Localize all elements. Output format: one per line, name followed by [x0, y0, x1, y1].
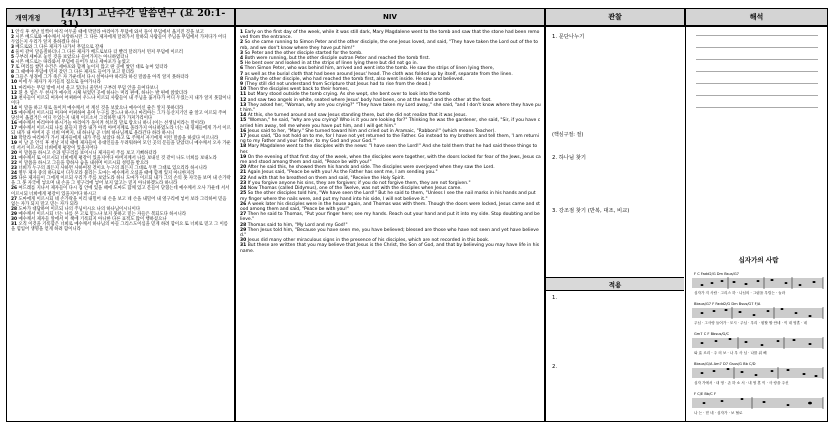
verse-text: Finally the other disciple, who had reached the tomb first, also went inside. He saw and believed. — [244, 76, 464, 82]
verse-number: 16 — [240, 128, 247, 134]
verse-number: 13 — [11, 95, 18, 101]
verse-text: Thomas said to him, "My Lord and my God!" — [247, 222, 348, 228]
verse-text: And with that he breathed on them and said, "Receive the Holy Spirit. — [247, 175, 406, 181]
verse-number: 16 — [11, 120, 18, 126]
verse — [11, 176, 231, 186]
verse-number: 1 — [11, 30, 15, 35]
lyric-line-3: 와 효 르리 · 주 의 보 · 나 우 사 님 · 나를 위 해 — [694, 351, 767, 355]
verse-text: If you forgive anyone his sins, they are forgiven; if you do not forgive them, they are not forgiven." — [247, 180, 471, 186]
verse-text: 오직 이것을 기록함은 너희로 예수께서 하나님의 아들 그리스도이심을 믿게 하려 함이요 또 너희로 믿고 그 이름을 힘입어 생명을 얻게 하려 함이니라 — [11, 221, 228, 232]
verse-text: 시몬 베드로는 따라와서 무덤에 들어가 보니 세마포가 놓였고 — [15, 60, 130, 66]
verse-text: Jesus said, "Do not hold on to me, for I have not yet returned to the Father. Go instead to my brothers and tell them, 'I am returning to my Father and your Father, to my God and your God.'" — [240, 134, 540, 145]
verse-number: 25 — [11, 176, 18, 182]
verse — [240, 155, 541, 165]
sheet-music — [688, 255, 825, 419]
verse-number: 27 — [240, 212, 247, 218]
verse-text: 예수께서 이르시되 여자여 어찌하여 울며 누구를 찾느냐 하시니 마리아는 그가 동산지기인 줄 알고 이르되 주여 당신이 옮겼거든 어디 두었는지 내게 이르소서 그리하면 내가 가져가리이다 — [11, 110, 227, 121]
obs-item-paragraph-division: 1. 문단나누기 — [552, 34, 585, 40]
verse-text: Then Jesus told him, "Because you have seen me, you have believed; blessed are those who have not seen and yet have believed." — [240, 227, 539, 238]
verse-number: 30 — [11, 216, 18, 222]
verse — [240, 134, 541, 144]
verse-text: Both were running, but the other disciple outran Peter and reached the tomb first. — [244, 56, 430, 62]
verse — [11, 35, 231, 45]
verse-text: 이 날 곧 안식 후 첫날 저녁 때에 제자들이 유대인들을 두려워하여 모인 곳의 문들을 닫았더니 예수께서 오사 가운데 서서 이르시되 너희에게 평강이 있을지어다 — [11, 141, 231, 152]
verse-number: 23 — [11, 166, 18, 172]
verse-number: 28 — [11, 206, 18, 212]
verse-text: 예수께서 또 이르시되 너희에게 평강이 있을지어다 아버지께서 나를 보내신 것 같이 나도 너희를 보내노라 — [18, 156, 217, 162]
observation-header: 관찰 — [545, 8, 685, 26]
verse-text: Now Thomas (called Didymus), one of the Twelve, was not with the disciples when Jesus came. — [247, 186, 462, 192]
version-label: 개역개정 — [15, 13, 41, 22]
verse-number: 25 — [240, 191, 247, 197]
verse-text: They asked her, "Woman, why are you crying?" "They have taken my Lord away," she said, "and I don't know where they have put him." — [240, 102, 541, 114]
verse-text: A week later his disciples were in the house again, and Thomas was with them. Though the doors were locked, Jesus came and stood among them and said, "Peace be with you!" — [240, 201, 540, 212]
verse-text: 도마에게 이르시되 네 손가락을 이리 내밀어 내 손을 보고 네 손을 내밀어 내 옆구리에 넣어 보라 그리하여 믿음 없는 자가 되지 말고 믿는 자가 되라 — [11, 196, 227, 207]
verse-number: 31 — [11, 221, 18, 227]
verse-number: 22 — [11, 161, 18, 167]
verse-number: 9 — [240, 82, 244, 88]
verse-number: 20 — [240, 165, 247, 171]
verse-number: 14 — [11, 105, 18, 111]
verse — [11, 96, 231, 106]
verse-number: 29 — [240, 227, 247, 233]
verse-text: 이 말을 하고 뒤로 돌이켜 예수께서 서 계신 것을 보았으나 예수이신 줄은 알지 못하더라 — [18, 105, 184, 111]
writing-line — [696, 47, 818, 48]
verse-text: 안식 후 첫날 일찍이 아직 어두울 때에 막달라 마리아가 무덤에 와서 돌이 무덤에서 옮겨진 것을 보고 — [15, 30, 204, 35]
verse-number: 4 — [11, 50, 15, 56]
korean-header — [6, 7, 235, 30]
verse — [240, 191, 541, 201]
verse-number: 22 — [240, 175, 247, 181]
verse-text: Mary Magdalene went to the disciples with the news: "I have seen the Lord!" And she told them that he had said these things to her. — [240, 144, 538, 155]
chord-line-1: F C Fadd2/G Dm Bsus/G7 — [694, 272, 739, 276]
writing-line — [696, 59, 818, 60]
verse-number: 24 — [11, 171, 18, 177]
song-title: 십자가의 사람 — [738, 256, 779, 264]
verse — [11, 222, 231, 232]
niv-verse-list — [240, 30, 541, 254]
verse-text: 시몬 베드로와 예수께서 사랑하시던 그 다른 제자에게 달려가서 말하되 사람들이 주님을 무덤에서 가져다가 어디 두었는지 우리가 알지 못하겠다 하니 — [11, 35, 227, 46]
verse-text: Jesus did many other miraculous signs in the presence of his disciples, which are not recorded in this book. — [247, 238, 490, 244]
verse-number: 21 — [11, 156, 18, 162]
writing-line — [696, 107, 818, 108]
verse — [240, 243, 541, 253]
verse — [240, 30, 541, 40]
verse-text: 둘이 같이 달음질하더니 그 다른 제자가 베드로보다 더 빨리 달려가서 먼저 무덤에 이르러 — [15, 50, 184, 56]
verse-number: 26 — [240, 201, 247, 207]
verse-text: as well as the burial cloth that had been around Jesus' head. The cloth was folded up by itself, separate from the linen. — [244, 71, 513, 77]
chord-line-5: F C/E Bb/C F — [694, 392, 717, 396]
verse — [11, 141, 231, 151]
verse-text: Then the disciples went back to their homes, — [247, 87, 350, 93]
verse-number: 18 — [11, 135, 18, 141]
apply-item-1: 1. — [552, 295, 558, 301]
verse-text: 예수께서 이르시되 나를 붙들지 말라 내가 아직 아버지께로 올라가지 아니하였노라 너는 내 형제들에게 가서 이르되 내가 내 아버지 곧 너희 아버지, 내 하나님 곧 너희 하나님께로 올라간다 하라 하시니 — [11, 125, 231, 136]
verse-number: 27 — [11, 196, 18, 202]
music-staves — [688, 267, 825, 422]
verse-text: So Peter and the other disciple started for the tomb. — [244, 50, 363, 56]
verse-number: 8 — [11, 70, 15, 76]
verse-text: So she came running to Simon Peter and the other disciple, the one Jesus loved, and said, "They have taken the Lord out of the tomb, and we don't know where they have put him!" — [240, 40, 539, 51]
verse-number: 15 — [11, 110, 18, 116]
verse-text: 마리아는 무덤 밖에 서서 울고 있더니 울면서 구부려 무덤 안을 들여다보니 — [18, 85, 159, 91]
verse — [240, 212, 541, 222]
niv-text-column — [235, 26, 545, 422]
verse-number: 20 — [11, 151, 18, 157]
verse-number: 26 — [11, 186, 18, 192]
verse-text: (They still did not understand from Scripture that Jesus had to rise from the dead.) — [244, 82, 431, 88]
lyric-line-5: 나 는 · 믿 네 · 십자가 · 보 혈로 — [694, 411, 743, 415]
verse-number: 12 — [11, 90, 18, 96]
writing-line — [696, 35, 818, 36]
verse-number: 12 — [240, 97, 247, 103]
verse-text: So the other disciples told him, "We have seen the Lord!" But he said to them, "Unless I see the nail marks in his hands and put my finger where the nails were, and put my hand into his side, I will not believe it." — [240, 191, 536, 202]
verse-text: 열두 제자 중의 하나로서 디두모라 불리는 도마는 예수께서 오셨을 때에 함께 있지 아니한지라 — [18, 171, 195, 177]
verse-text: Early on the first day of the week, while it was still dark, Mary Magdalene went to the tomb and saw that the stone had been removed from the entrance. — [240, 30, 540, 41]
verse-text: "Woman," he said, "why are you crying? Who is it you are looking for?" Thinking he was the gardener, she said, "Sir, if you have carried him away, tell me where you have put him, and I will get him." — [240, 118, 541, 129]
interpretation-column — [685, 26, 828, 422]
verse-number: 2 — [11, 35, 15, 41]
verse-number: 23 — [240, 180, 247, 186]
verse-number: 9 — [11, 75, 15, 81]
page-title: [4/13] 고난주간 말씀연구 (요 20:1-31) — [60, 7, 226, 30]
verse-text: At this, she turned around and saw Jesus standing there, but she did not realize that it was Jesus. — [247, 113, 467, 119]
verse-number: 1 — [240, 30, 244, 35]
interpretation-header: 해석 — [685, 8, 828, 26]
verse-number: 3 — [240, 50, 244, 56]
writing-line — [696, 71, 818, 72]
verse-number: 28 — [240, 222, 247, 228]
verse-number: 19 — [11, 141, 18, 147]
verse-text: On the evening of that first day of the week, when the disciples were together, with the doors locked for fear of the Jews, Jesus came and stood among them and said, "Peace be with you!" — [240, 154, 541, 166]
verse-text: 구부려 세마포 놓인 것을 보았으나 들어가지는 아니하였더니 — [15, 55, 129, 61]
verse-text: 다른 제자들이 그에게 이르되 우리가 주를 보았노라 하니 도마가 이르되 내가 그의 손의 못 자국을 보며 내 손가락을 그 못 자국에 넣으며 내 손을 그 옆구리에 넣어 보지 않고는 믿지 아니하겠노라 하니라 — [11, 176, 231, 187]
verse-text: 예수께서 이르시되 너는 나를 본 고로 믿느냐 보지 못하고 믿는 자들은 복되도다 하시니라 — [18, 211, 187, 217]
chord-line-4: Bbsus/G/A Am7 D7 Gsus/G Bb C/D — [694, 362, 756, 366]
verse-number: 5 — [11, 55, 15, 61]
verse-text: 그 때에야 무덤에 먼저 갔던 그 다른 제자도 들어가 보고 믿더라 — [15, 70, 135, 76]
verse-text: 여드레를 지나서 제자들이 다시 집 안에 있을 때에 도마도 함께 있고 문들이 닫혔는데 예수께서 오사 가운데 서서 이르시되 너희에게 평강이 있을지어다 하시고 — [11, 186, 230, 197]
verse-text: 도마가 대답하여 이르되 나의 주님이시요 나의 하나님이시니이다 — [18, 206, 141, 212]
verse-text: 너희가 누구의 죄든지 사하면 사하여질 것이요 누구의 죄든지 그대로 두면 그대로 있으리라 하시니라 — [18, 166, 208, 172]
verse-number: 10 — [240, 87, 247, 93]
verse — [240, 202, 541, 212]
verse-text: 막달라 마리아가 가서 제자들에게 내가 주를 보았다 하고 또 주께서 자기에게 이런 말씀을 하셨다 이르니라 — [18, 135, 219, 141]
verse — [11, 126, 231, 136]
chord-line-3: Gm7 C F Bbsus/G/C — [694, 332, 730, 336]
verse-number: 5 — [240, 61, 244, 67]
verse — [240, 103, 541, 113]
verse-number: 15 — [240, 118, 247, 124]
apply-header: 적용 — [546, 277, 684, 291]
verse-number: 18 — [240, 144, 247, 150]
verse-text: He bent over and looked in at the strips of linen lying there but did not go in. — [244, 61, 419, 67]
verse-text: 흰 옷 입은 두 천사가 예수의 시체 뉘었던 곳에 하나는 머리 편에, 하나는 발 편에 앉았더라 — [18, 90, 188, 96]
korean-text-column — [6, 26, 235, 422]
obs-key-verse-note: (핵심구절: 절) — [552, 132, 584, 138]
verse-number: 4 — [240, 56, 244, 62]
verse-text: 예수께서 제자들 앞에서 이 책에 기록되지 아니한 다른 표적도 많이 행하셨으나 — [18, 216, 167, 222]
obs-item-emphasis: 3. 강조점 찾기 (반복, 대조, 비교) — [552, 208, 630, 214]
verse-text: 이에 두 제자가 자기들의 집으로 돌아가니라 — [18, 80, 101, 86]
verse-number: 30 — [240, 238, 247, 244]
verse-number: 21 — [240, 170, 247, 176]
verse-text: 천사들이 이르되 여자여 어찌하여 우느냐 이르되 사람들이 내 주님을 옮겨다가 어디 두었는지 내가 알지 못함이니이다 — [11, 95, 231, 106]
verse-text: 또 머리를 쌌던 수건은 세마포와 함께 놓이지 않고 딴 곳에 쌌던 대로 놓여 있더라 — [15, 65, 168, 71]
verse-number: 24 — [240, 186, 247, 192]
observation-column — [545, 26, 685, 422]
verse-text: 이 말씀을 하시고 그들을 향하사 숨을 내쉬며 이르시되 성령을 받으라 — [18, 161, 149, 167]
verse-number: 13 — [240, 102, 247, 108]
verse — [240, 228, 541, 238]
verse-number: 14 — [240, 113, 247, 119]
chord-line-2: Bbsus/G7 F Fadd2/G Dm Bsus/G7 F/A — [694, 302, 761, 306]
verse — [11, 197, 231, 207]
niv-header: NIV — [235, 8, 545, 26]
verse-number: 2 — [240, 40, 244, 46]
writing-line — [696, 83, 818, 84]
korean-verse-list — [11, 30, 231, 232]
writing-line — [696, 95, 818, 96]
verse-number: 29 — [11, 211, 18, 217]
verse-text: 이 말씀을 하시고 손과 옆구리를 보이시니 제자들이 주를 보고 기뻐하더라 — [18, 151, 157, 157]
obs-item-find-god: 2. 하나님 찾기 — [552, 155, 587, 161]
verse-number: 31 — [240, 243, 247, 249]
verse — [11, 111, 231, 121]
verse-text: Then Simon Peter, who was behind him, arrived and went into the tomb. He saw the strips of linen lying there, — [244, 66, 494, 72]
verse-number: 17 — [11, 125, 18, 131]
verse-number: 6 — [11, 60, 15, 66]
verse-number: 7 — [11, 65, 15, 71]
verse-text: Again Jesus said, "Peace be with you! As the Father has sent me, I am sending you." — [247, 170, 438, 176]
verse-text: but Mary stood outside the tomb crying. As she wept, she bent over to look into the tomb — [247, 92, 450, 98]
verse-number: 11 — [240, 92, 247, 98]
verse-text: But these are written that you may believe that Jesus is the Christ, the Son of God, and that by believing you may have life in his name. — [240, 243, 540, 254]
verse-number: 17 — [240, 134, 247, 140]
verse-number: 10 — [11, 80, 18, 86]
verse-text: After he said this, he showed them his hands and side. The disciples were overjoyed when they saw the Lord. — [247, 165, 495, 171]
verse-number: 3 — [11, 45, 15, 51]
verse — [240, 118, 541, 128]
verse-text: and saw two angels in white, seated where Jesus' body had been, one at the head and the other at the foot. — [247, 97, 492, 103]
verse-text: Jesus said to her, "Mary." She turned toward him and cried out in Aramaic, "Rabboni!" (which means Teacher). — [247, 128, 496, 134]
verse-number: 6 — [240, 66, 244, 72]
lyric-line-2: 주님 · 그사랑 들어가 · 모시 · 주님 · 우리 · 원할 할 안네 · 이 내 영혼 · 네 — [694, 321, 808, 325]
verse-number: 11 — [11, 85, 18, 91]
verse-number: 19 — [240, 154, 247, 160]
verse-number: 7 — [240, 71, 244, 77]
verse-number: 8 — [240, 76, 244, 82]
lyric-line-4: 십자 가에서 · 내 영 · 존 하 소 서 · 내 영 혼 이 · 사 랑을 주신 — [694, 381, 789, 385]
verse-text: 베드로와 그 다른 제자가 나가서 무덤으로 갈새 — [15, 45, 104, 51]
verse — [240, 144, 541, 154]
lyric-line-1: 십자가 지 사람 · 그리스 하 · 나님의 · 그림을 우릴는 · 놀라 — [694, 291, 786, 295]
verse — [11, 186, 231, 196]
verse-text: 예수께서 마리아야 하시거늘 마리아가 돌이켜 히브리 말로 랍오니 하니 (이는 선생님이라는 말이라) — [18, 120, 205, 126]
verse-text: Then he said to Thomas, "Put your finger here; see my hands. Reach out your hand and put it into my side. Stop doubting and believe." — [240, 212, 540, 223]
verse-text: 그들은 성경에 그가 죽은 자 가운데서 다시 살아나야 하리라 하신 말씀을 아직 알지 못하더라 — [15, 75, 189, 81]
verse — [240, 40, 541, 50]
apply-item-2: 2. — [552, 364, 558, 370]
